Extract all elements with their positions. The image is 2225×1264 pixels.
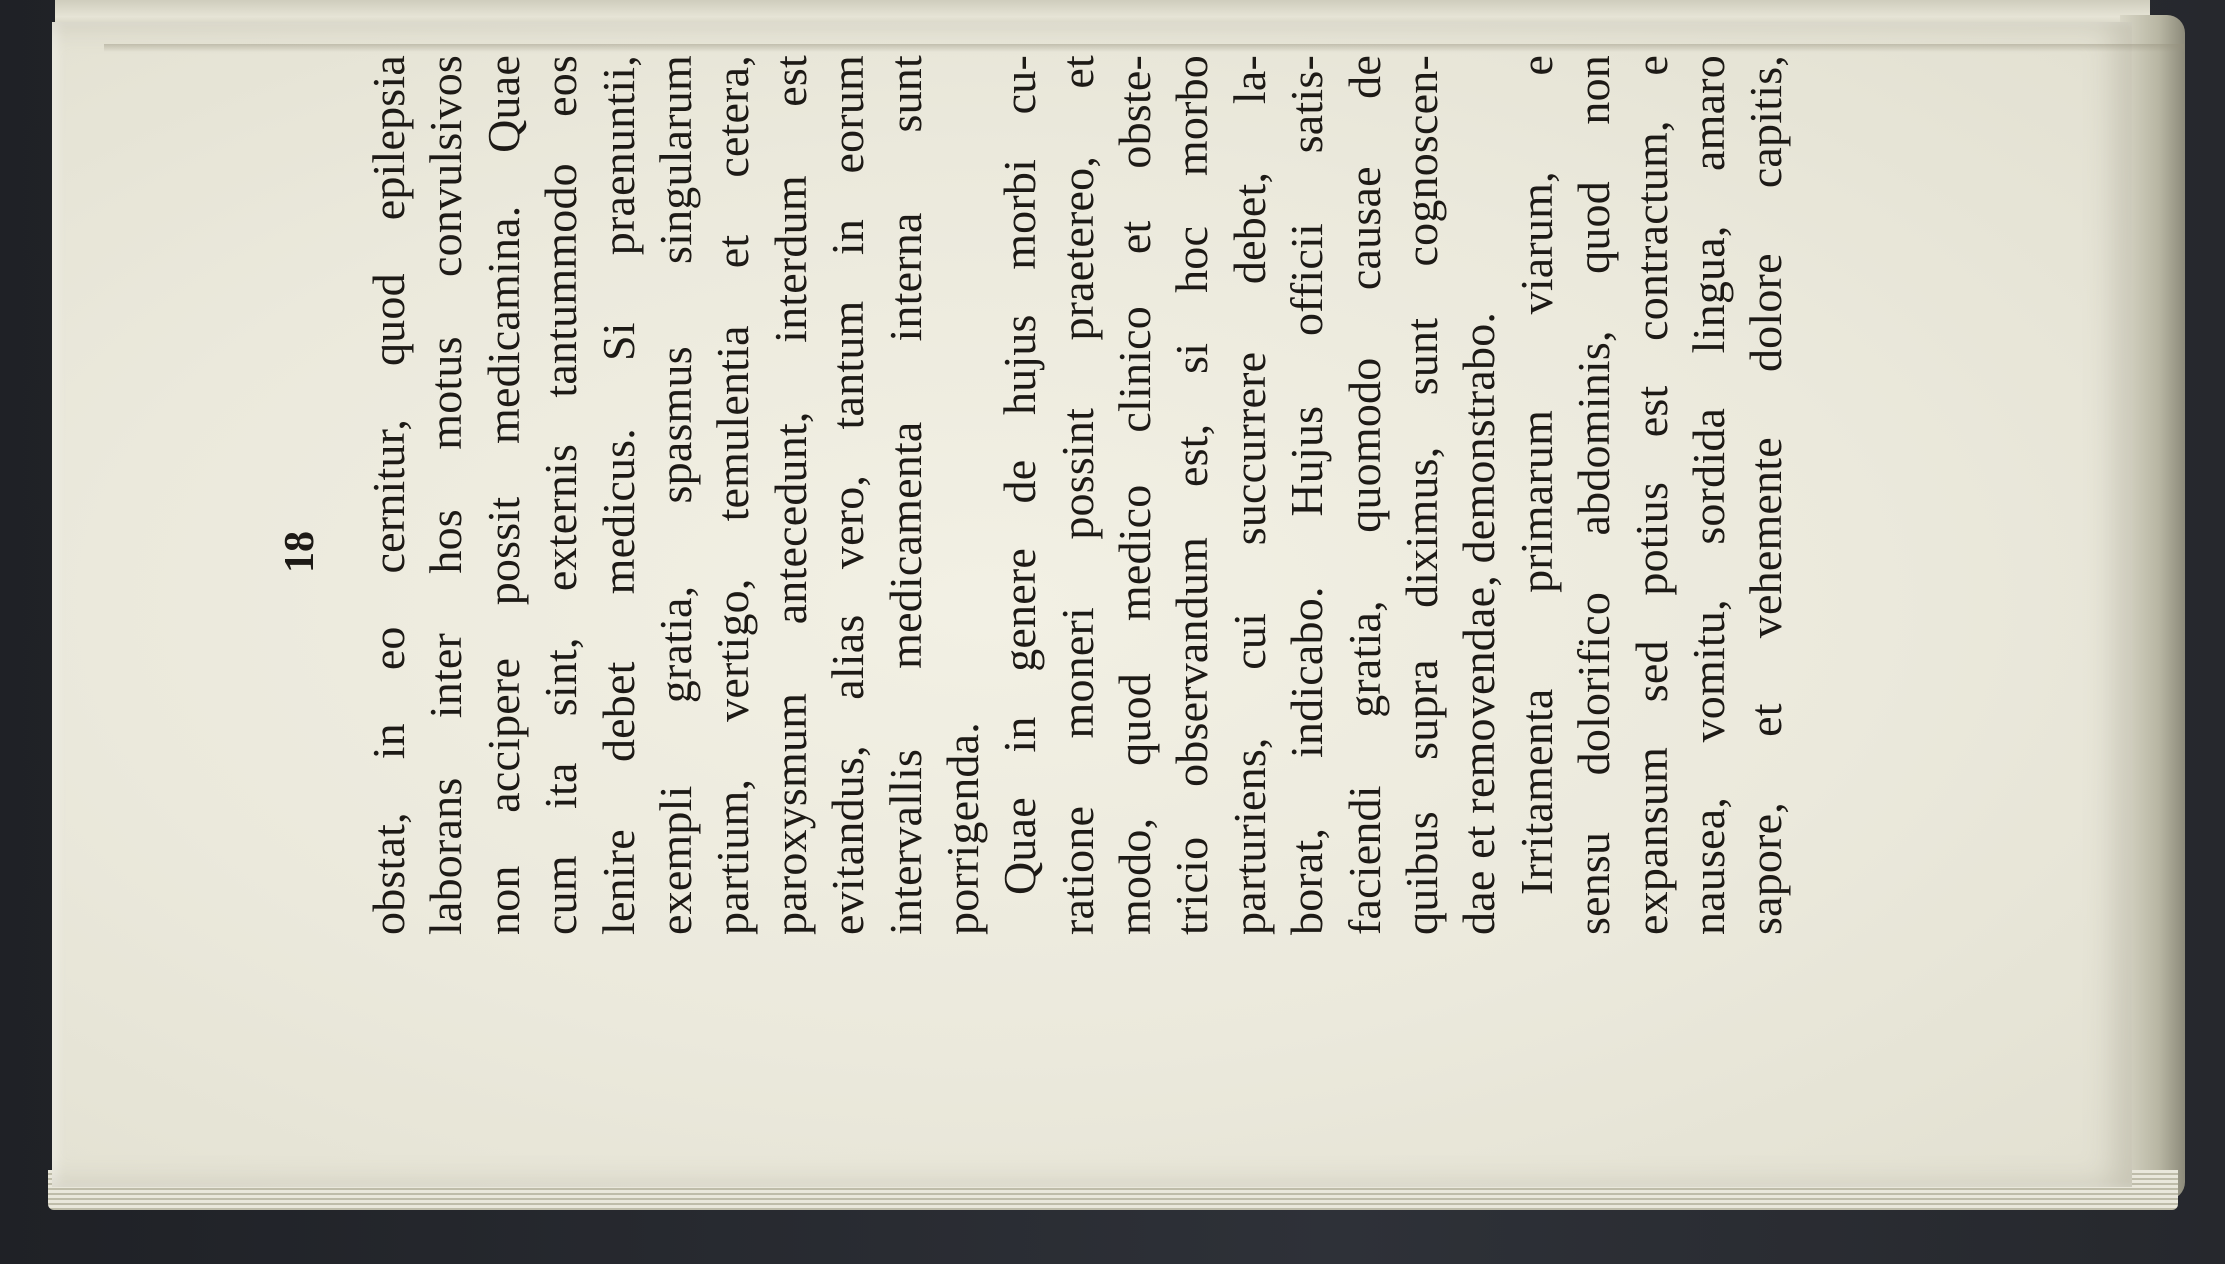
text-line: sensu dolorifico abdominis, quod non [1568, 55, 1620, 935]
text-line: obstat, in eo cernitur, quod epilepsia [363, 55, 414, 935]
text-line: nausea, vomitu, sordida lingua, amaro [1682, 55, 1734, 935]
page-fold-shadow [104, 44, 2184, 52]
text-line: laborans inter hos motus convulsivos [420, 55, 472, 935]
text-line: modo, quod medico clinico et obste- [1109, 55, 1161, 935]
text-line: parturiens, cui succurrere debet, la- [1223, 55, 1275, 935]
page-number: 18 [277, 531, 323, 573]
text-line: porrigenda. [936, 722, 988, 935]
text-line: intervallis medicamenta interna sunt [879, 55, 931, 935]
text-line: partium, vertigo, temulentia et cetera, [707, 55, 759, 935]
paragraph-start-line: Quae in genere de hujus morbi cu- [994, 55, 1046, 895]
text-line: cum ita sint, externis tantummodo eos [535, 55, 587, 935]
text-line: tricio observandum est, si hoc morbo [1166, 55, 1218, 935]
text-line: dae et removendae, demonstrabo. [1453, 311, 1505, 935]
body-text [360, 55, 1795, 935]
text-line: faciendi gratia, quomodo causae de [1338, 55, 1390, 935]
text-line: sapore, et vehemente dolore capitis, [1740, 55, 1792, 935]
text-line: expansum sed potius est contractum, e [1625, 55, 1677, 935]
text-line: quibus supra diximus, sunt cognoscen- [1396, 55, 1448, 935]
text-line: evitandus, alias vero, tantum in eorum [822, 55, 874, 935]
text-line: paroxysmum antecedunt, interdum est [764, 55, 816, 935]
text-line: lenire debet medicus. Si praenuntii, [592, 55, 644, 935]
text-line: exempli gratia, spasmus singularum [649, 55, 701, 935]
paragraph-start-line: Irritamenta primarum viarum, e [1510, 55, 1562, 895]
text-line: borat, indicabo. Hujus officii satis- [1281, 55, 1333, 935]
text-line: ratione moneri possint praetereo, et [1051, 55, 1103, 935]
text-line: non accipere possit medicamina. Quae [477, 55, 529, 935]
